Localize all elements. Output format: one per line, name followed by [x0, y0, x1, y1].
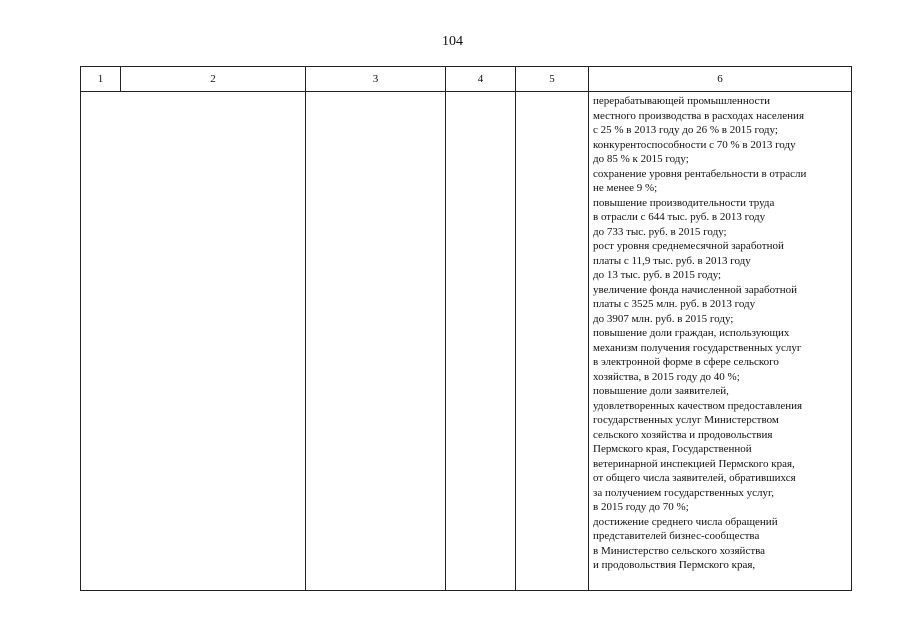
text-line: до 733 тыс. руб. в 2015 году;: [593, 225, 727, 238]
program-table: [80, 66, 852, 591]
cell-col-5: [516, 92, 589, 591]
header-col-3: 3: [306, 67, 446, 92]
text-line: удовлетворенных качеством предоставления: [593, 399, 803, 412]
text-line: перерабатывающей промышленности: [593, 95, 771, 107]
text-line: в отрасли с 644 тыс. руб. в 2013 году: [593, 211, 766, 223]
header-col-4: 4: [446, 67, 516, 92]
text-line: повышение производительности труда: [593, 196, 775, 209]
header-col-6: 6: [589, 67, 852, 92]
text-line: от общего числа заявителей, обратившихся: [593, 472, 796, 484]
text-line: до 13 тыс. руб. в 2015 году;: [593, 269, 722, 281]
text-line: Пермского края, Государственной: [593, 443, 752, 455]
text-line: хозяйства, в 2015 году до 40 %;: [593, 370, 740, 383]
text-line: сельского хозяйства и продовольствия: [593, 428, 773, 441]
cell-col-6: [589, 92, 852, 591]
cell-col-1-2: [81, 92, 306, 591]
header-col-5: 5: [516, 67, 589, 92]
table-row: [81, 92, 852, 591]
text-line: рост уровня среднемесячной заработной: [593, 240, 784, 252]
table-header: [81, 67, 852, 92]
text-line: механизм получения государственных услуг: [593, 341, 802, 354]
cell-col-4: [446, 92, 516, 591]
text-line: до 3907 млн. руб. в 2015 году;: [593, 312, 734, 325]
text-line: сохранение уровня рентабельности в отрасли: [593, 167, 807, 180]
text-line: до 85 % к 2015 году;: [593, 153, 689, 165]
text-line: и продовольствия Пермского края,: [593, 559, 756, 571]
text-line: конкурентоспособности с 70 % в 2013 году: [593, 138, 796, 151]
text-line: достижение среднего числа обращений: [593, 515, 778, 528]
text-line: в электронной форме в сфере сельского: [593, 356, 779, 368]
text-line: с 25 % в 2013 году до 26 % в 2015 году;: [593, 124, 778, 136]
text-line: увеличение фонда начисленной заработной: [593, 283, 798, 296]
text-line: в 2015 году до 70 %;: [593, 501, 689, 513]
text-line: платы с 11,9 тыс. руб. в 2013 году: [593, 254, 751, 267]
text-line: повышение доли заявителей,: [593, 385, 729, 397]
text-line: представителей бизнес-сообщества: [593, 530, 760, 542]
table-body: [81, 92, 852, 591]
text-line: государственных услуг Министерством: [593, 414, 779, 426]
table-header-row: [81, 67, 852, 92]
text-line: местного производства в расходах населения: [593, 109, 804, 122]
indicator-text: [589, 92, 851, 573]
text-line: ветеринарной инспекцией Пермского края,: [593, 457, 795, 470]
text-line: платы с 3525 млн. руб. в 2013 году: [593, 298, 756, 310]
text-line: за получением государственных услуг,: [593, 486, 775, 499]
header-col-2: 2: [121, 67, 306, 92]
text-line: в Министерство сельского хозяйства: [593, 544, 766, 557]
text-line: не менее 9 %;: [593, 182, 658, 194]
page-number: 104: [442, 34, 463, 49]
header-col-1: 1: [81, 67, 121, 92]
text-line: повышение доли граждан, использующих: [593, 327, 790, 339]
cell-col-3: [306, 92, 446, 591]
